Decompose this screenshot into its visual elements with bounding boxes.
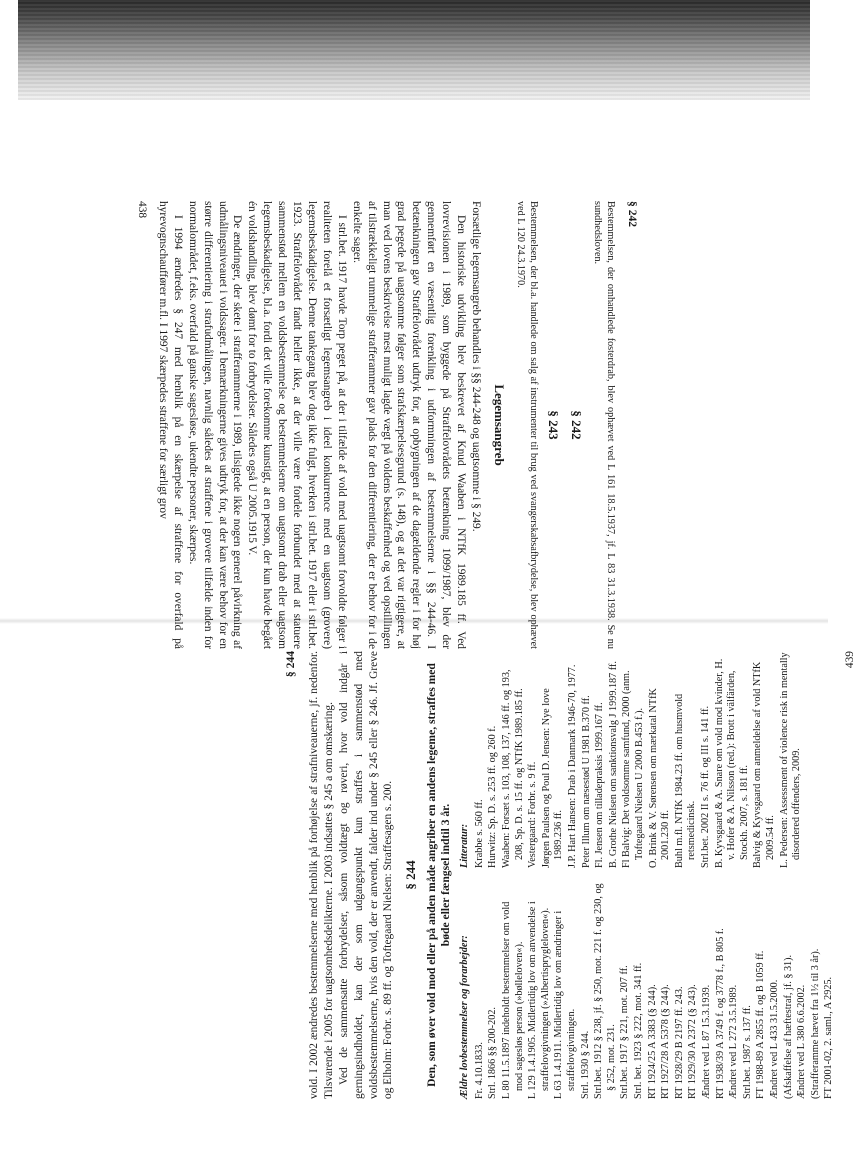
list-item: Strl.bet. 2002 II s. 76 ff. og III s. 141 ff.	[699, 705, 711, 868]
list-item: Buhl m.fl. NTfK 1984.23 ff. om husmvold retsmedicinsk.	[673, 693, 698, 868]
running-head-left	[624, 201, 639, 649]
section-243-heading: § 243	[546, 410, 561, 440]
reference-columns	[459, 651, 837, 1099]
page-438	[109, 201, 639, 649]
page-number-left: 438	[136, 201, 149, 219]
page-number-right: 439	[843, 651, 856, 669]
list-item: (Strafferamme hævet fra 1½ til 3 år).	[809, 948, 821, 1099]
paragraph: I 1994 ændredes § 247 med henblik på en skærpelse af straffene for overfald på hyrevognschauffører m.fl. I 1997 skærpedes straffene for særligt grov	[156, 201, 184, 649]
list-item: RT 1929/30 A 2372 (§ 243).	[687, 984, 699, 1099]
running-head-right	[284, 651, 299, 1099]
list-item: Fr. 4.10.1833.	[473, 1042, 485, 1099]
legislation-heading: Ældre lovbestemmelser og forarbejder:	[459, 935, 471, 1099]
list-item: RT 1927/28 A 5378 (§ 244).	[660, 984, 672, 1099]
paragraph: Den historiske udvikling blev beskrevet af Knud Waaben i NTfK 1989.185 ff. Ved lovrevisionen i 1989, som byggede på Straffelovrådets betænkning 1099/1987, blev der gennemført en væsentlig forenkling i udformningen af bestemmelserne i §§ 244-46. I betænkningen gav Straffelovrådet udtryk for, at opbygningen af de dagældende regler i for høj grad pegede på uagtsomme følger som strafskærpelsesgrund (s. 148), og at det var rigtigere, at man ved lovens beskrivelse mest muligt lagde vægt på voldens beskaffenhed og ved opstillingen af tilstrækkeligt rummelige strafferammer gav plads for den differentiering, der er behov for i de enkelte sager.	[350, 201, 468, 649]
list-item: Strl.bet. 1917 § 221, mot. 207 ff.	[619, 965, 631, 1099]
list-item: (Afskaffelse af hæftestraf, jf. § 31).	[782, 954, 794, 1099]
list-item: L 129 1.4.1905. Midlertidig lov om anvendelse i straffelovgivningen (»Albertisprygleloven«).	[527, 901, 551, 1099]
list-item: Jørgen Paulsen og Poul D. Jensen: Nye love 1989.236 ff.	[540, 688, 565, 868]
list-item: Ændret ved L 87 15.3.1939.	[700, 984, 712, 1099]
list-item: Ændret ved L 272 3.5.1989.	[728, 984, 740, 1099]
list-item: Strl. 1866 §§ 200-202.	[487, 1007, 499, 1099]
list-item: Peter Illum om næsestød U 1981 B.370 ff.	[580, 695, 592, 868]
list-item: Vestergaard: Forbr. s. 9 ff.	[527, 761, 539, 868]
section-244-heading: § 244	[403, 860, 419, 890]
paragraph: vold. I 2002 ændredes bestemmelserne med henblik på forhøjelse af strafniveauerne, jf. nedenfor. Tilsvarende i 2005 for uagtsomhedsdelikterne. I 2003 indsattes § 245 a om omskæring.	[307, 651, 335, 1099]
list-item: Strl. bet. 1923 § 222, mot. 341 ff.	[632, 962, 644, 1099]
list-item: RT 1938/39 A 3749 f. og 3778 f., B 805 f.	[714, 928, 726, 1099]
paragraph: De ændringer, der skete i strafferammerne i 1989, tilsigtede ikke nogen generel påvirkning af udmålingsniveauet i voldssager. I bemærkningerne gives udtryk for, at der kan være behov for en større differentiering i strafudmålingen, navnlig således at straffene i grovere tilfælde inden for normalområdet, f.eks. overfald på ganske sagesløse, ukendte personer, skærpes.	[186, 201, 244, 649]
list-item: Fl Balvig: Det voldsomme samfund, 2000 (anm. Toftegaard Nielsen U 2000 B.453 f.).	[621, 670, 645, 868]
section-244-text: Den, som øver vold mod eller på anden måde angriber en andens legeme, straffes med bøde eller fængsel indtil 3 år.	[425, 663, 453, 1087]
paragraph: I strl.bet. 1917 havde Torp peget på, at der i tilfælde af vold med uagtsomt forvoldte følger i realiteten forelå et forsætligt legemsangreb i ideel konkurrence med en uagtsom (grovere) legemsbeskadigelse. Denne tankegang blev dog ikke fulgt, hverken i strl.bet. 1917 eller i strl.bet. 1923. Straffelovrådet fandt heller ikke, at der ville være fordele forbundet med at statuere sammenstød mellem en voldsbestemmelse og bestemmelserne om uagtsomt drab eller uagtsom legemsbeskadigelse, bl.a. fordi det ville forekomme kunstigt, at en person, der kun havde begået én voldshandling, blev dømt for to forbrydelser. Således også U 2005.1915 V.	[246, 201, 348, 649]
list-item: Hurwitz: Sp. D. s. 253 ff. og 260 f.	[487, 725, 499, 868]
list-item: O. Brink & V. Sørensen om mærkatal NTfK 2001.230 ff.	[647, 688, 672, 868]
list-item: FT 2001-02, 2. saml., A 2925.	[823, 976, 835, 1099]
running-head-section: § 242	[626, 201, 639, 228]
list-item: L. Pedersen: Assessment of violence risk in mentally disordered offenders, 2009.	[778, 652, 803, 868]
literature-heading: Litteratur:	[459, 823, 471, 868]
list-item: Ændret ved L 380 6.6.2002.	[796, 984, 808, 1099]
list-item: Strl.bet. 1912 § 238, jf. § 250, mot. 221 f. og 230, og § 252, mot. 231.	[593, 883, 617, 1099]
list-item: B. Grothe Nielsen om sanktionsvalg J 1999.187 ff.	[607, 661, 619, 868]
list-item: Strl. 1930 § 244.	[579, 1030, 591, 1099]
legislation-column	[459, 882, 837, 1099]
list-item: Ændret ved L 433 31.5.2000.	[768, 979, 780, 1099]
list-item: L 80 11.5.1897 indeholdt bestemmelser om vold mod sagesløs person (»bølleloven«).	[501, 901, 525, 1099]
page-439	[284, 651, 856, 1099]
list-item: Fl. Jensen om tilladepraksis 1999.167 ff.	[594, 702, 606, 868]
list-item: Krabbe s. 560 ff.	[473, 799, 485, 868]
list-item: RT 1928/29 B 2197 ff. 243.	[673, 986, 685, 1099]
section-242-heading: § 242	[568, 410, 584, 440]
literature-column	[459, 651, 837, 868]
list-item: Balvig & Kyvsgaard om anmeldelse af vold NTfK 2009.54 ff.	[752, 661, 776, 868]
list-item: FT 1988-89 A 2855 ff. og B 1059 ff.	[755, 950, 767, 1099]
section-243-note: Bestemmelsen, der bl.a. handlede om salg af instrumenter til brug ved svangerskabsafbrydelse, blev ophævet ved L 120 24.3.1970.	[515, 201, 540, 649]
list-item: RT 1924/25 A 3383 (§ 244).	[646, 984, 658, 1099]
paragraph: Forsætlige legemsangreb behandles i §§ 244-248 og uagtsomme i § 249.	[470, 201, 482, 532]
list-item: J.P. Hart Hansen: Drab i Danmark 1946-70, 1977.	[567, 664, 578, 868]
list-item: Strl.bet. 1987 s. 137 ff.	[741, 1005, 753, 1099]
section-242-note: Bestemmelsen, der omhandlede fosterdrab, blev ophævet ved L 161 18.5.1937, jf. L 83 31.3.1938. Se nu sundhedsloven.	[592, 201, 617, 649]
chapter-title: Legemsangreb	[491, 384, 507, 466]
paragraph: Ved de sammensatte forbrydelser, såsom voldtægt og røveri, hvor vold indgår i gerningsindholdet, kan der som udgangspunkt kun straffes i sammenstød med voldsbestemmelserne, hvis den vold, der er anvendt, falder ind under § 245 eller § 246. Jf. Greve og Elholm: Forbr. s. 89 ff. og Toftegaard Nielsen: Straffesagen s. 200.	[337, 651, 395, 1099]
list-item: B. Kyvsgaard & A. Snare om vold mod kvinder, H. v. Hofer & A. Nilsson (red.): Brott i välfärden, Stockh. 2007, s. 181 ff.	[713, 658, 750, 868]
running-head-section: § 244	[284, 651, 297, 678]
list-item: L 63 1.4.1911. Midlertidig lov om ændringer i straffelovgivningen.	[553, 910, 577, 1099]
list-item: Waaben: Forsæt s. 103, 108, 137, 146 ff. og 193, 208, Sp. D. s. 15 ff. og NTfK 1989.185 ff.	[501, 669, 525, 868]
